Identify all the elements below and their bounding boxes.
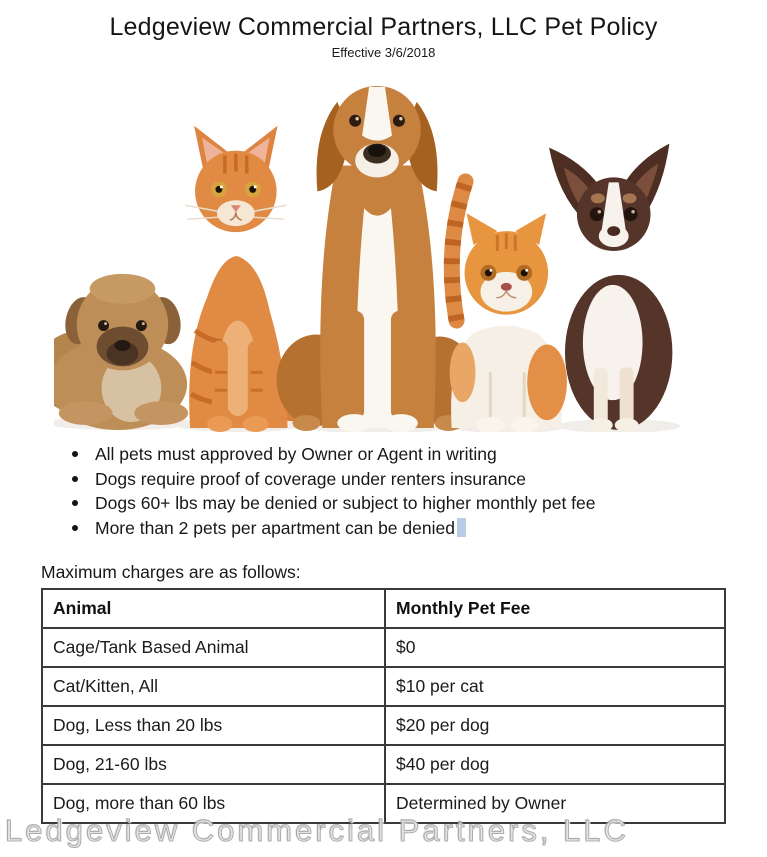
policy-bullet <box>70 442 767 467</box>
effective-date: Effective 3/6/2018 <box>331 45 436 60</box>
bullet-dot-icon <box>72 476 78 482</box>
bullet-dot-icon <box>72 451 78 457</box>
pet-policy-document <box>0 13 767 857</box>
table-row <box>42 667 725 706</box>
policy-bullet-text: More than 2 pets per apartment can be denied <box>95 517 455 538</box>
persian-cat-illustration <box>449 181 566 432</box>
column-header-fee: Monthly Pet Fee <box>385 589 725 628</box>
policy-bullet-list <box>0 442 767 540</box>
watermark: Ledgeview Commercial Partners, LLC <box>5 813 630 848</box>
animal-cell: Cat/Kitten, All <box>42 667 385 706</box>
animal-cell: Dog, Less than 20 lbs <box>42 706 385 745</box>
animal-cell: Cage/Tank Based Animal <box>42 628 385 667</box>
pets-photo <box>54 74 714 432</box>
policy-bullet <box>70 467 767 492</box>
fee-cell: $20 per dog <box>385 706 725 745</box>
table-row <box>42 706 725 745</box>
animal-cell: Dog, more than 60 lbs <box>42 784 385 823</box>
table-row <box>42 784 725 823</box>
table-row <box>42 745 725 784</box>
table-header-row <box>42 589 725 628</box>
policy-bullet <box>70 516 767 541</box>
bullet-dot-icon <box>72 525 78 531</box>
charges-intro: Maximum charges are as follows: <box>41 562 301 582</box>
bullet-dot-icon <box>72 500 78 506</box>
policy-bullet-text: All pets must approved by Owner or Agent in writing <box>95 444 497 464</box>
table-row <box>42 628 725 667</box>
fee-cell: $0 <box>385 628 725 667</box>
pets-illustration <box>54 74 714 432</box>
chihuahua-illustration <box>549 144 672 432</box>
policy-bullet <box>70 491 767 516</box>
fee-cell: Determined by Owner <box>385 784 725 823</box>
animal-cell: Dog, 21-60 lbs <box>42 745 385 784</box>
fee-cell: $10 per cat <box>385 667 725 706</box>
puppy-illustration <box>54 274 188 430</box>
policy-bullet-text: Dogs require proof of coverage under renters insurance <box>95 468 526 489</box>
column-header-animal: Animal <box>42 589 385 628</box>
page-title: Ledgeview Commercial Partners, LLC Pet Policy <box>109 13 658 41</box>
charges-table <box>41 588 726 824</box>
text-cursor <box>457 518 466 537</box>
policy-bullet-text: Dogs 60+ lbs may be denied or subject to higher monthly pet fee <box>95 493 596 513</box>
fee-cell: $40 per dog <box>385 745 725 784</box>
